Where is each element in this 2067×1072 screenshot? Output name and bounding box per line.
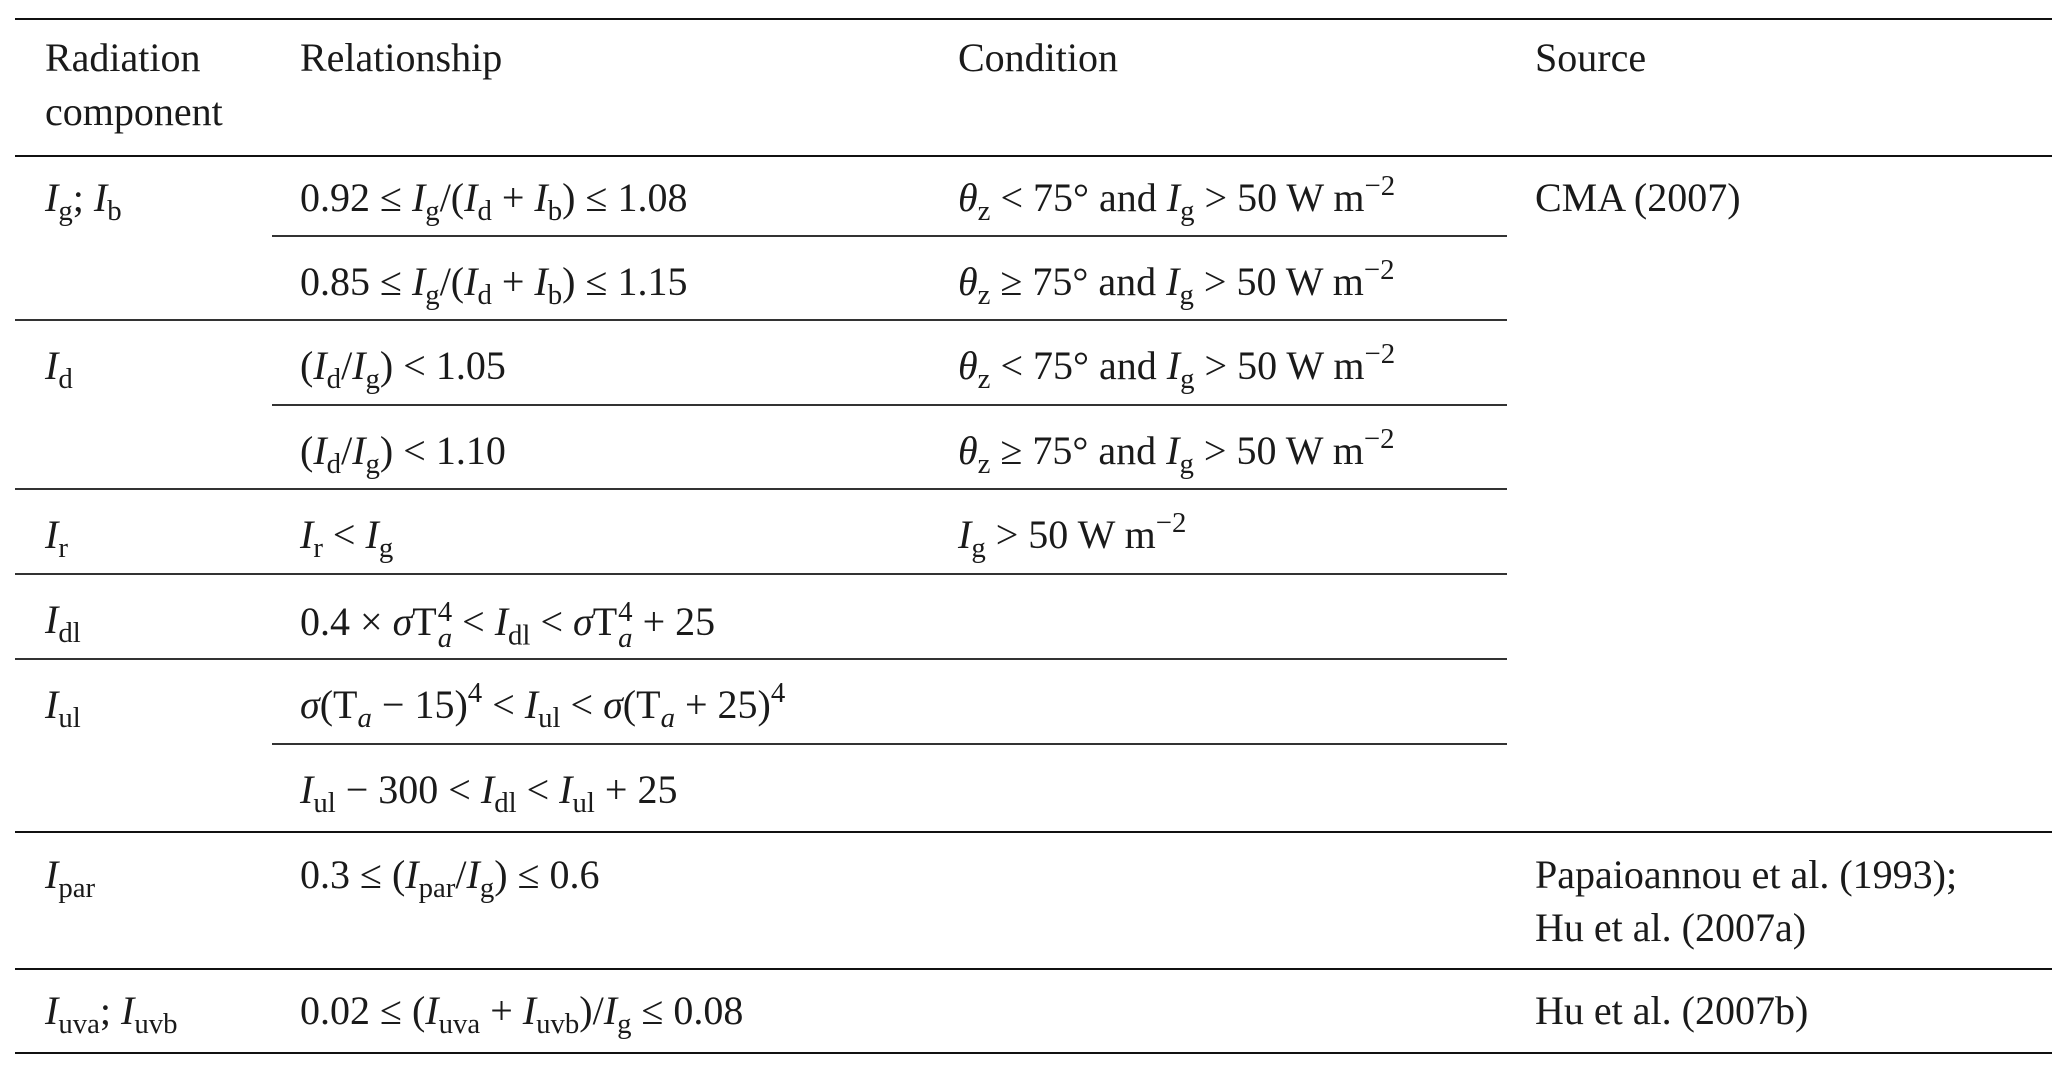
row-divider [15,658,1507,660]
condition-high-zenith: $\theta_z \ge 75^\circ$ and $I_g > 50$ W $m^{-2}$ [958,254,1395,312]
relationship-iuv: $0.02 \le (I_{uva} + I_{uvb})/I_g \le 0.08$ [300,988,744,1041]
group-rule [15,968,2052,970]
condition-ir: $I_g > 50$ W $m^{-2}$ [958,507,1187,565]
component-iuva-iuvb: $I_{uva}$; $I_{uvb}$ [45,988,178,1041]
relationship-ir: $I_r < I_g$ [300,512,394,565]
row-divider [272,404,1507,406]
row-divider [15,573,1507,575]
source-cma: CMA (2007) [1535,175,1741,220]
source-hu-2007a: Hu et al. (2007a) [1535,905,1807,950]
header-source: Source [1535,35,1647,80]
header-relationship: Relationship [300,35,503,80]
relationship-ipar: $0.3 \le (I_{par}/I_g) \le 0.6$ [300,852,600,905]
component-ir: $I_r$ [45,512,68,565]
relationship-id-high-zenith: $(I_d/I_g) < 1.10$ [300,428,506,481]
component-ig-ib: $I_g$; $I_b$ [45,175,122,228]
component-iul: $I_{ul}$ [45,682,81,735]
relationship-id-low-zenith: $(I_d/I_g) < 1.05$ [300,343,506,396]
relationship-iul-idl: $I_{ul} - 300 < I_{dl} < I_{ul} + 25$ [300,767,678,820]
row-divider [15,488,1507,490]
group-rule [15,831,2052,833]
header-condition: Condition [958,35,1119,80]
row-divider [15,319,1507,321]
relationship-iul-temperature: $\sigma(T_a - 15)^4 < I_{ul} < \sigma(T_a + 25)^4$ [300,677,786,735]
condition-id-high-zenith: $\theta_z \ge 75^\circ$ and $I_g > 50$ W $m^{-2}$ [958,423,1395,481]
component-ipar: $I_{par}$ [45,852,96,905]
row-divider [272,235,1507,237]
relationship-ig-ratio-low-zenith: $0.92 \le I_g/(I_d + I_b) \le 1.08$ [300,175,688,228]
component-id: $I_d$ [45,343,73,396]
source-hu-2007b: Hu et al. (2007b) [1535,988,1809,1033]
header-component-line2: component [45,89,223,134]
condition-id-low-zenith: $\theta_z < 75^\circ$ and $I_g > 50$ W $m^{-2}$ [958,338,1396,396]
source-papaioannou: Papaioannou et al. (1993); [1535,852,1958,897]
relationship-ig-ratio-high-zenith: $0.85 \le I_g/(I_d + I_b) \le 1.15$ [300,259,688,312]
bottom-rule [15,1052,2052,1054]
relationship-idl: 0.4 × σT 4 a < $I_{dl} < \sigma T$ 4 a + 25 [300,596,716,654]
top-rule [15,18,2052,20]
condition-low-zenith: $\theta_z < 75^\circ$ and $I_g > 50$ W $m^{-2}$ [958,170,1396,228]
component-idl: $I_{dl}$ [45,597,81,650]
header-component-line1: Radiation [45,35,201,80]
row-divider [272,743,1507,745]
header-rule [15,155,2052,157]
